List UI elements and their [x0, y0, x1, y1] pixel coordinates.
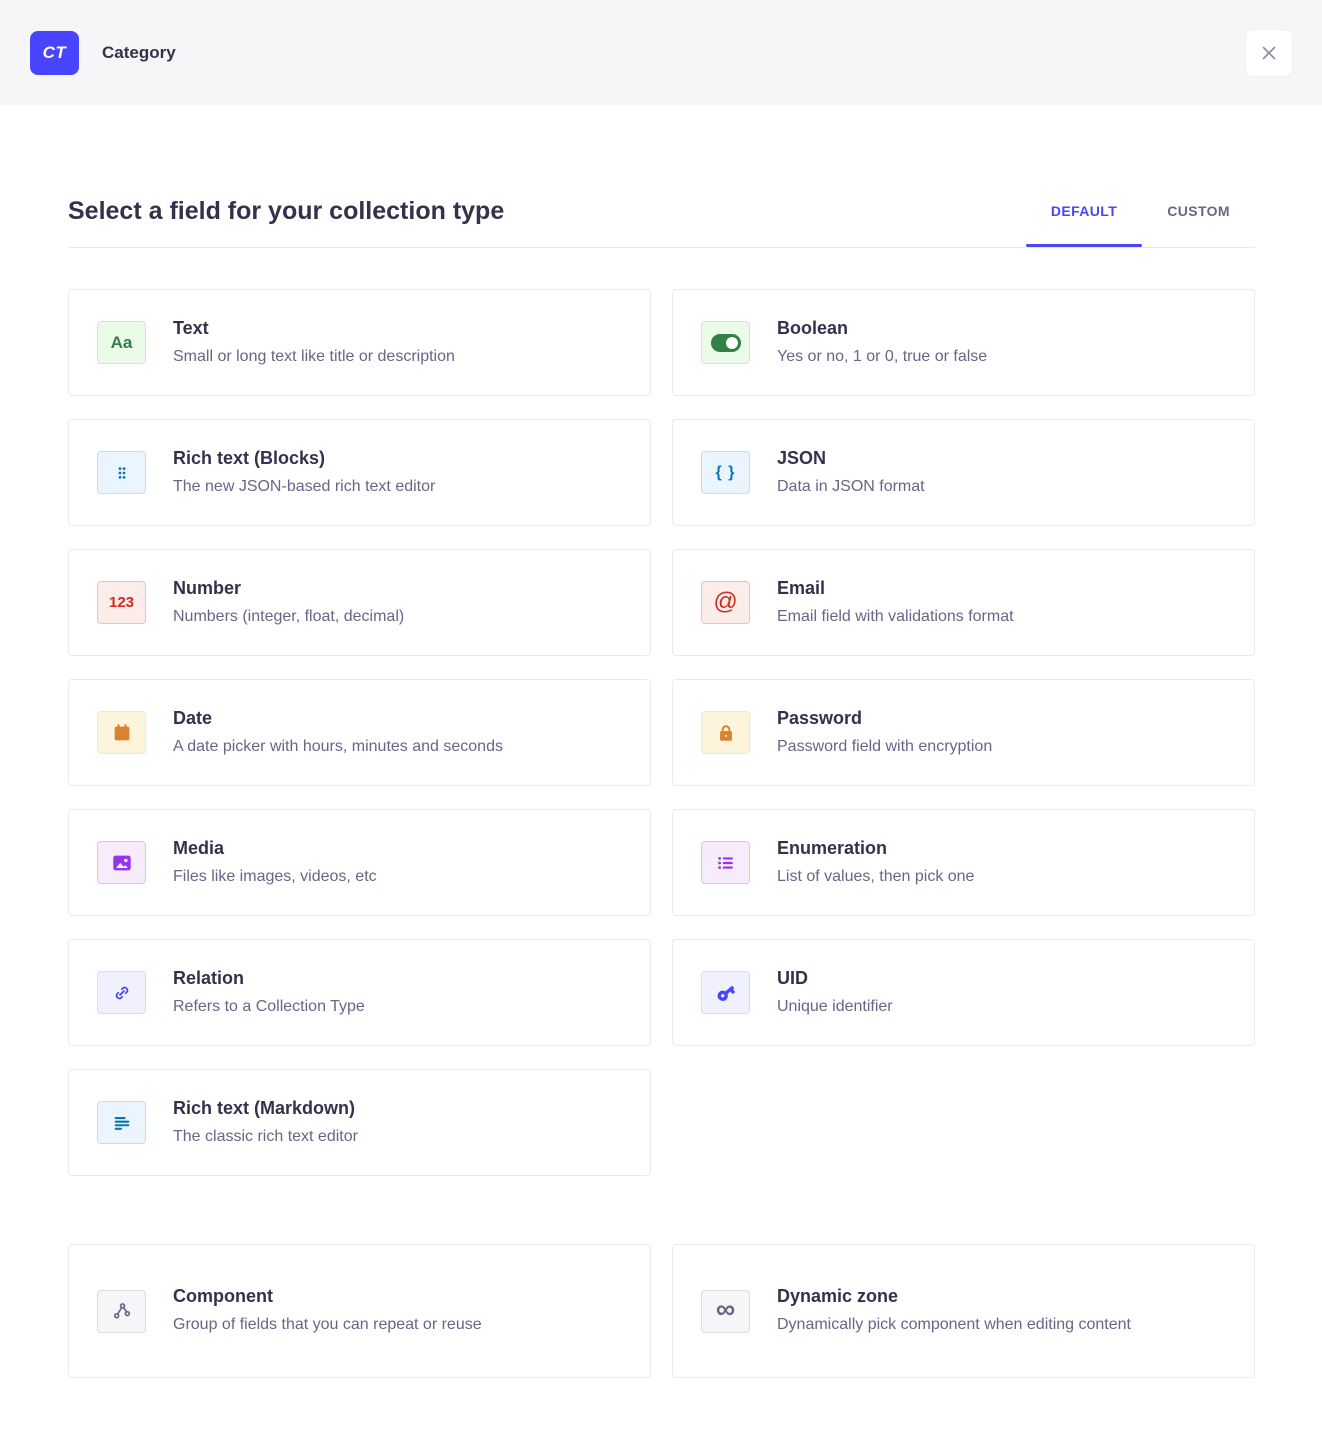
text-aa-icon: Aa — [97, 321, 146, 364]
field-title: Text — [173, 317, 209, 338]
content-type-name: Category — [102, 42, 176, 62]
field-title: Boolean — [777, 317, 849, 338]
relation-link-icon — [97, 971, 146, 1014]
uid-key-icon — [701, 971, 750, 1014]
media-image-icon — [97, 841, 146, 884]
content-type-badge: CT — [30, 31, 79, 75]
field-card-date[interactable] — [68, 679, 651, 786]
field-title: Component — [173, 1286, 273, 1306]
json-braces-icon: { } — [701, 451, 750, 494]
tab-bar — [1026, 196, 1255, 245]
field-description: Data in JSON format — [777, 477, 925, 495]
field-description: Unique identifier — [777, 997, 893, 1015]
field-description: Group of fields that you can repeat or reuse — [173, 1316, 482, 1333]
field-card-component[interactable] — [68, 1244, 651, 1378]
field-card-media[interactable] — [68, 809, 651, 916]
field-card-richtext-markdown[interactable] — [68, 1069, 651, 1176]
field-title: Date — [173, 707, 213, 728]
boolean-toggle-icon — [701, 321, 750, 364]
tab-custom[interactable]: CUSTOM — [1142, 203, 1255, 245]
field-title: Number — [173, 577, 242, 598]
field-title: UID — [777, 967, 808, 988]
field-card-number[interactable] — [68, 549, 651, 656]
field-title: Email — [777, 577, 826, 598]
field-title: Rich text (Blocks) — [173, 447, 326, 468]
field-description: The new JSON-based rich text editor — [173, 477, 436, 495]
modal-header — [0, 0, 1322, 105]
field-description: Refers to a Collection Type — [173, 997, 365, 1015]
field-description: Files like images, videos, etc — [173, 867, 377, 885]
field-description: Yes or no, 1 or 0, true or false — [777, 347, 988, 365]
field-card-json[interactable] — [672, 419, 1255, 526]
field-card-richtext-blocks[interactable] — [68, 419, 651, 526]
field-title: Relation — [173, 967, 245, 988]
dynamic-zone-infinity-icon: ∞ — [701, 1290, 750, 1333]
field-description: Password field with encryption — [777, 737, 993, 755]
markdown-text-icon — [97, 1101, 146, 1144]
tab-default[interactable]: DEFAULT — [1026, 203, 1142, 245]
advanced-fields-grid — [68, 1244, 1255, 1378]
page-title: Select a field for your collection type — [68, 197, 505, 225]
modal-body — [0, 105, 1322, 1378]
field-description: Email field with validations format — [777, 607, 1014, 625]
field-title: Dynamic zone — [777, 1286, 899, 1306]
field-card-enumeration[interactable] — [672, 809, 1255, 916]
blocks-drag-dots-icon — [97, 451, 146, 494]
field-title: Rich text (Markdown) — [173, 1097, 356, 1118]
number-123-icon: 123 — [97, 581, 146, 624]
field-card-uid[interactable] — [672, 939, 1255, 1046]
field-description: Numbers (integer, float, decimal) — [173, 607, 405, 625]
field-description: List of values, then pick one — [777, 867, 975, 885]
lock-icon — [701, 711, 750, 754]
field-title: Media — [173, 837, 225, 858]
field-description: Dynamically pick component when editing content — [777, 1316, 1131, 1333]
field-card-password[interactable] — [672, 679, 1255, 786]
component-nodes-icon — [97, 1290, 146, 1333]
title-row — [68, 196, 1255, 248]
field-title: JSON — [777, 447, 827, 468]
field-card-relation[interactable] — [68, 939, 651, 1046]
field-description: The classic rich text editor — [173, 1127, 358, 1145]
calendar-icon — [97, 711, 146, 754]
default-fields-grid — [68, 289, 1255, 1176]
enumeration-list-icon — [701, 841, 750, 884]
field-description: Small or long text like title or description — [173, 347, 455, 365]
field-card-email[interactable] — [672, 549, 1255, 656]
close-button[interactable] — [1245, 29, 1293, 77]
email-at-icon: @ — [701, 581, 750, 624]
field-title: Enumeration — [777, 837, 888, 858]
field-title: Password — [777, 707, 863, 728]
field-card-dynamiczone[interactable] — [672, 1244, 1255, 1378]
field-card-boolean[interactable] — [672, 289, 1255, 396]
field-card-text[interactable] — [68, 289, 651, 396]
close-icon — [1259, 43, 1279, 63]
field-description: A date picker with hours, minutes and seconds — [173, 737, 503, 755]
